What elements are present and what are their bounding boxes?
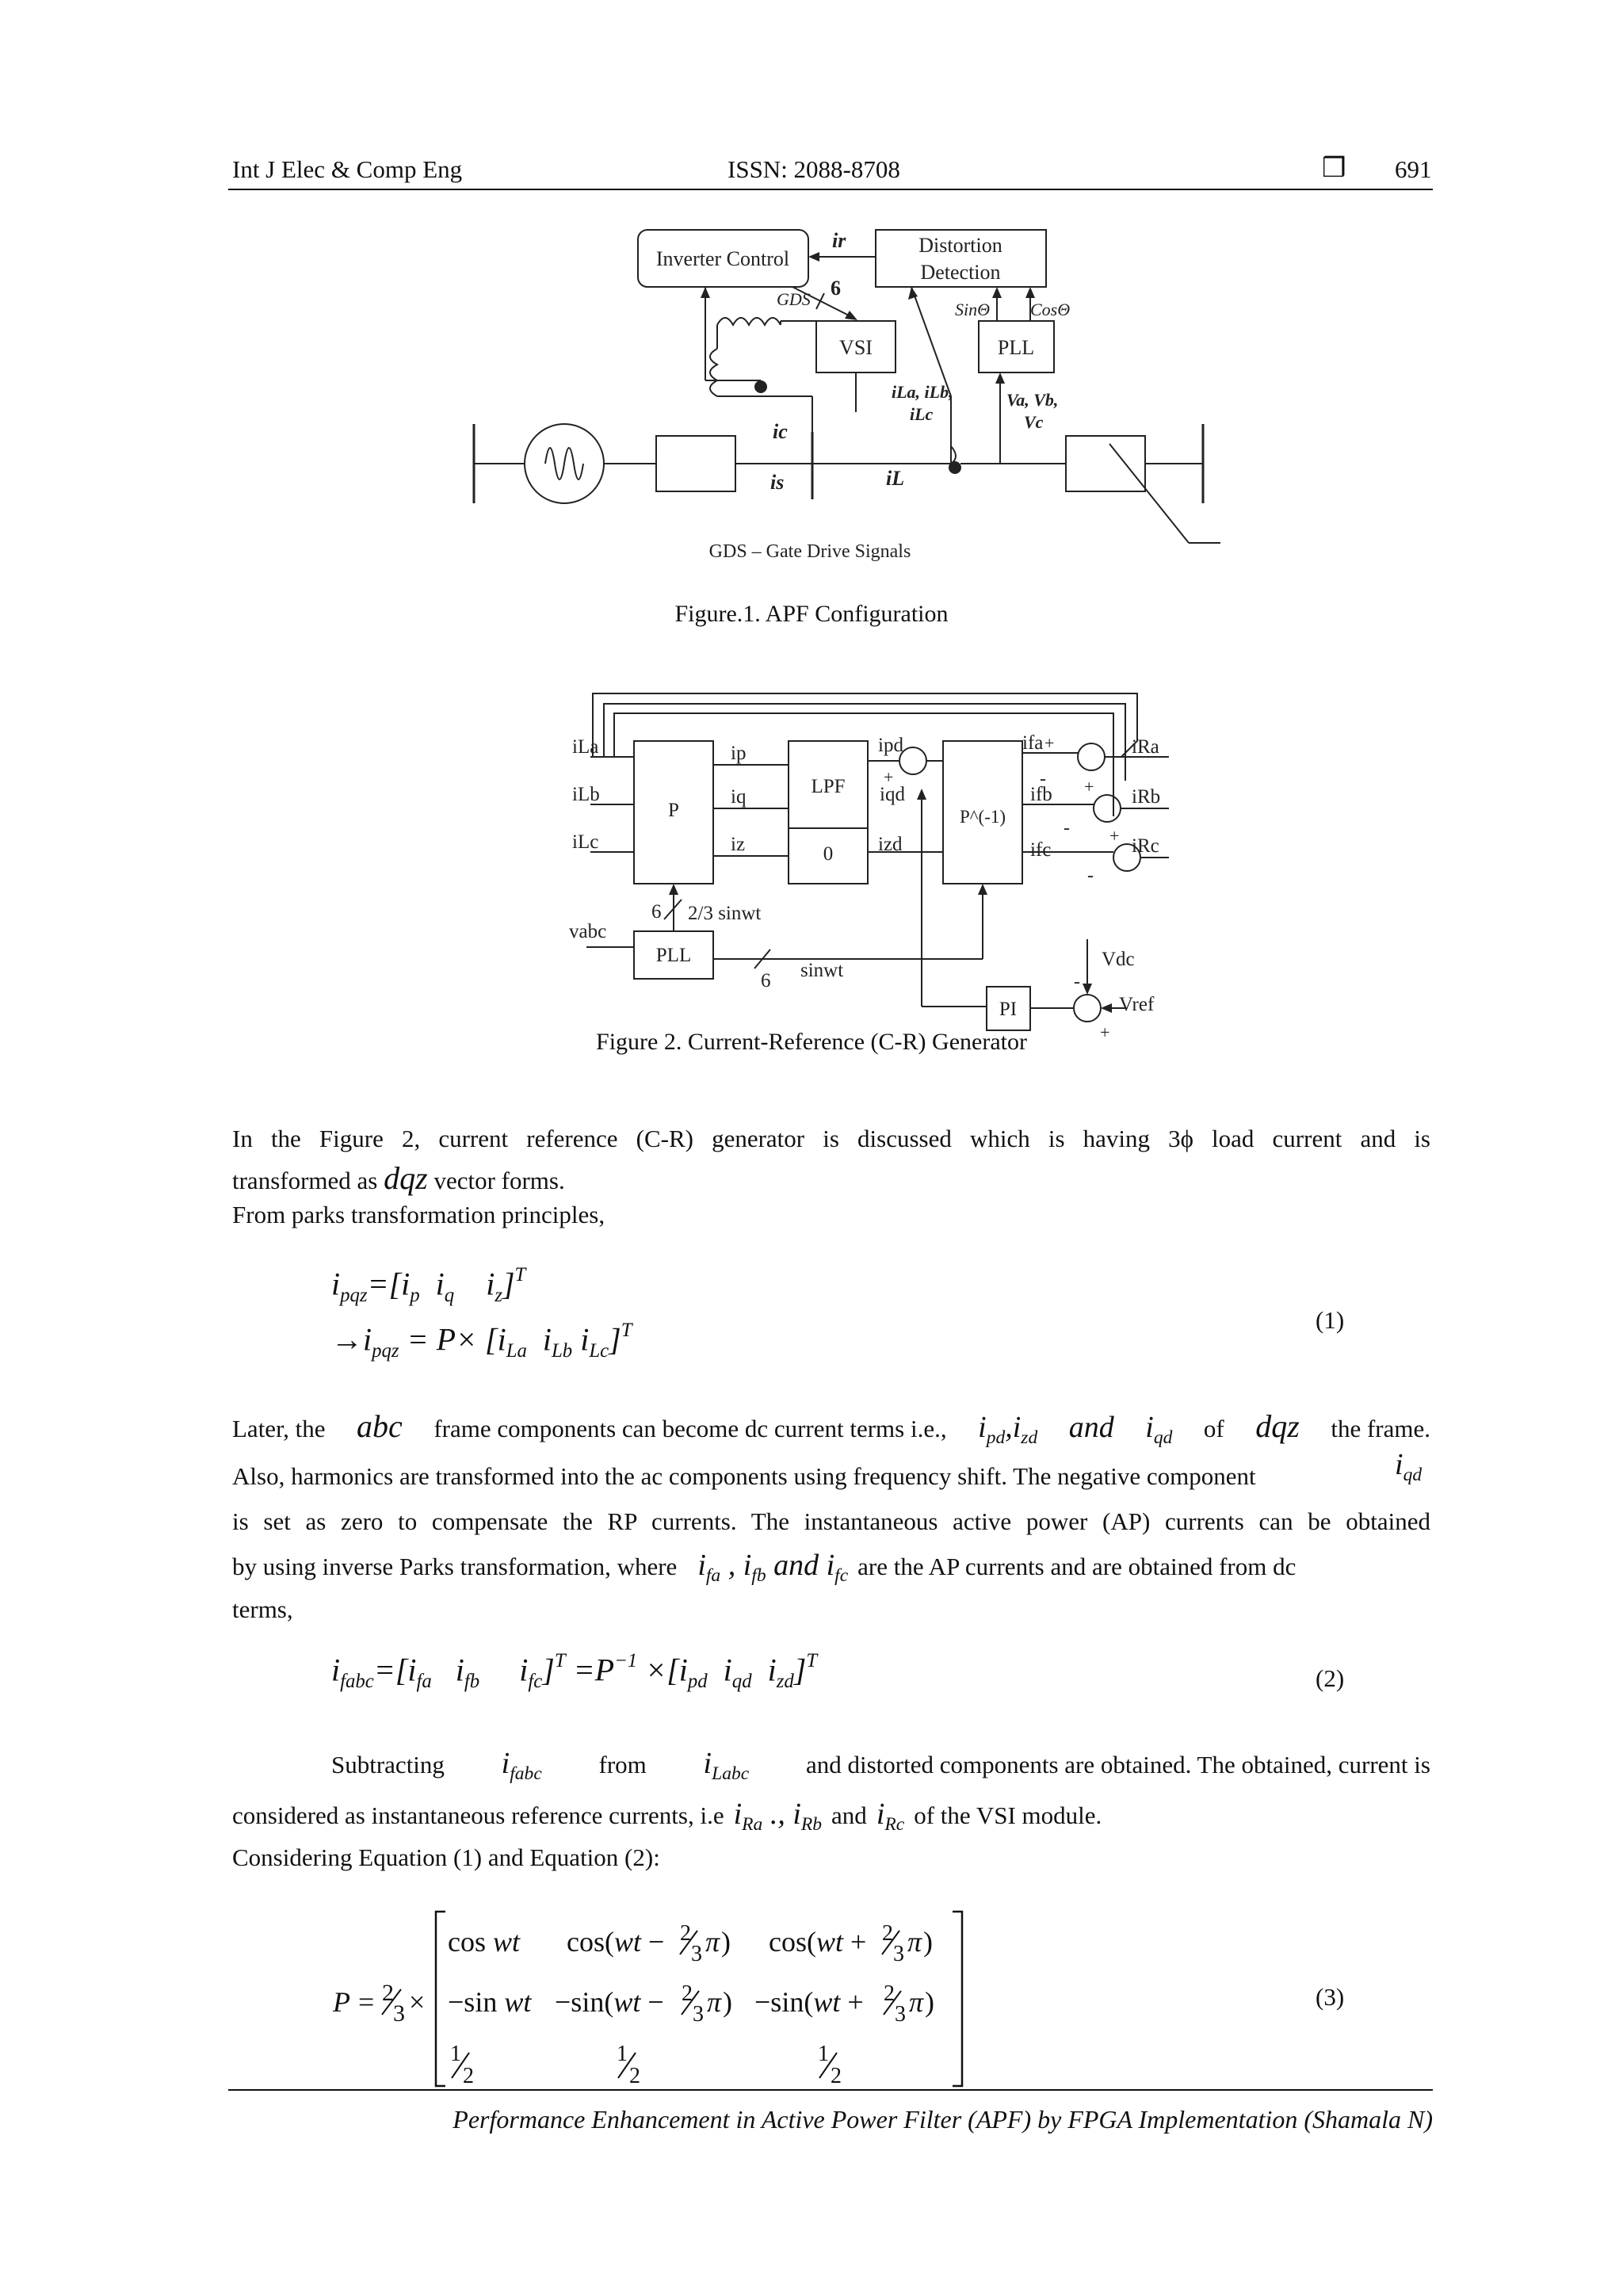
svg-text:3: 3 (893, 1942, 904, 1966)
distortion-label-1: Distortion (918, 234, 1002, 257)
svg-text:2: 2 (629, 2064, 640, 2088)
svg-text:π: π (907, 1926, 922, 1958)
ipd-summer (899, 747, 926, 774)
svg-text:π: π (707, 1986, 722, 2018)
svg-text:2: 2 (682, 1981, 693, 2006)
p3-and-word: and (1068, 1411, 1114, 1444)
gds-note: GDS – Gate Drive Signals (708, 541, 911, 562)
v-abc-label-2: Vc (1024, 412, 1044, 432)
svg-text:=: = (358, 1986, 375, 2018)
vabc-label: vabc (569, 921, 607, 942)
ir-label: ir (832, 229, 846, 252)
footer-text: Performance Enhancement in Active Power Filter (APF) by FPGA Implementation (Shamala N) (453, 2105, 1433, 2134)
iz-label: iz (731, 834, 746, 855)
p4-ifabc-math: $i_{fabc}$ (501, 1747, 542, 1785)
p1-dqz-math: dqz (384, 1160, 428, 1196)
irc-minus-sign: - (1087, 865, 1094, 886)
pi-label: PI (999, 999, 1018, 1020)
p3-text-b: frame components can become dc current terms i.e., (433, 1415, 947, 1442)
irc-output-label: iRc (1132, 835, 1159, 857)
p-block-label: P (668, 800, 679, 821)
figure-1-caption: Figure.1. APF Configuration (674, 601, 949, 627)
p-inverse-label: P^(-1) (959, 807, 1006, 827)
p3-iqd-math: $i_{qd}$ (1145, 1411, 1173, 1449)
svg-text:2: 2 (884, 1981, 895, 2006)
svg-text:1: 1 (450, 2042, 461, 2066)
svg-text:1: 1 (818, 2042, 829, 2066)
ila-input-label: iLa (572, 736, 599, 758)
p3-ifa-ifb-ifc-math: $i_{fa}$ , $i_{fb}$ and $i_{fc}$ (697, 1549, 849, 1587)
p1-text-a: transformed as (232, 1167, 378, 1194)
ira-summer (1078, 743, 1105, 770)
vdc-minus-sign: - (1074, 972, 1080, 992)
svg-text:3: 3 (393, 2000, 405, 2027)
journal-name: Int J Elec & Comp Eng (232, 155, 463, 183)
svg-text:2: 2 (463, 2064, 474, 2088)
header-rule (228, 189, 1433, 190)
ifc-label: ifc (1030, 839, 1052, 861)
p4-ilabc-math: $i_{Labc}$ (703, 1747, 750, 1785)
equation-1-number: (1) (1316, 1306, 1345, 1334)
equation-2: $i_{fabc}=[i_{fa}$ $i_{fb}$ $i_{fc}]^T =P^{-1} \times[i_{pd}$ $i_{qd}$ $i_{zd}]^T$ (331, 1650, 818, 1693)
svg-text:1: 1 (617, 2042, 628, 2066)
is-label: is (770, 471, 785, 494)
equation-3-number: (3) (1316, 1983, 1345, 2011)
p4-line2-text-c: of the VSI module. (914, 1801, 1102, 1829)
svg-text:cos(wt −: cos(wt − (567, 1926, 665, 1958)
sinwt-label: sinwt (800, 960, 844, 981)
il-label: iL (886, 467, 905, 490)
six-label-sinwt: 6 (761, 970, 771, 991)
cos-theta-label: CosΘ (1030, 300, 1071, 319)
ifa-label: ifa (1022, 732, 1044, 754)
il-abc-label-2: iLc (910, 404, 934, 424)
figure-2-caption: Figure 2. Current-Reference (C-R) Generator (596, 1029, 1027, 1055)
p3-line4-text-b: are the AP currents and are obtained from dc (857, 1553, 1296, 1580)
sinwt-23-label: 2/3 sinwt (688, 903, 762, 924)
v-abc-label-1: Va, Vb, (1006, 390, 1059, 410)
pll-label-fig2: PLL (655, 945, 692, 966)
vsi-label: VSI (839, 336, 873, 359)
figure-1-apf-configuration (0, 214, 1623, 563)
svg-text:−sin(wt −: −sin(wt − (555, 1986, 664, 2018)
svg-text:−sin wt: −sin wt (448, 1986, 532, 2018)
p4-text-a: Subtracting (331, 1751, 445, 1778)
p4-line2-text-a: considered as instantaneous reference currents, i.e (232, 1801, 724, 1829)
svg-text:3: 3 (895, 2002, 906, 2027)
svg-text:): ) (723, 1986, 732, 2018)
svg-text:−sin(wt +: −sin(wt + (754, 1986, 864, 2018)
p3-text-a: Later, the (232, 1415, 326, 1442)
izd-label: izd (878, 834, 903, 855)
ipd-label: ipd (878, 735, 903, 756)
p4-text-c: and distorted components are obtained. The obtained, current is (805, 1751, 1430, 1778)
pll-label-fig1: PLL (997, 336, 1035, 359)
p4-text-b: from (598, 1751, 647, 1778)
paragraph-4-line-1 (232, 1742, 1430, 1795)
sin-theta-label: SinΘ (955, 300, 990, 319)
equation-3-matrix (301, 1902, 1014, 2092)
p3-abc-math: abc (357, 1408, 403, 1444)
paragraph-5: Considering Equation (1) and Equation (2): (232, 1843, 660, 1871)
svg-text:): ) (721, 1926, 731, 1958)
svg-text:cos(wt +: cos(wt + (769, 1926, 867, 1958)
ira-minus-sign: - (1040, 769, 1046, 789)
ip-label: ip (731, 743, 747, 764)
vdc-label: Vdc (1102, 949, 1135, 970)
ifb-label: ifb (1030, 784, 1052, 805)
p3-of-word: of (1203, 1415, 1224, 1442)
irb-minus-sign: - (1064, 818, 1070, 839)
svg-text:3: 3 (691, 1942, 702, 1966)
p1-text-b: vector forms. (433, 1167, 565, 1194)
svg-text:3: 3 (693, 2002, 704, 2027)
equation-1-line-2: $\to i_{pqz} = P\times [i_{La}$ $i_{Lb}$ $i_{Lc}]^T$ (331, 1320, 632, 1362)
svg-text:π: π (909, 1986, 924, 2018)
paragraph-3-line-3: is set as zero to compensate the RP currents. The instantaneous active power (AP) currents can be obtained (232, 1507, 1430, 1535)
p4-line2-and: and (831, 1801, 867, 1829)
zero-label: 0 (823, 843, 834, 865)
paragraph-3-line-5: terms, (232, 1595, 293, 1623)
irc-plus-sign: + (1109, 826, 1120, 846)
p3-and-word-2: and (773, 1549, 819, 1582)
six-label-fig1: 6 (831, 277, 841, 300)
issn: ISSN: 2088-8708 (727, 155, 900, 183)
distortion-label-2: Detection (920, 261, 1001, 284)
iqd-label: iqd (880, 784, 905, 805)
irb-plus-sign: + (1084, 777, 1094, 797)
svg-text:2: 2 (831, 2064, 842, 2088)
p4-ira-irb-math: $i_{Ra}$ ., $i_{Rb}$ (733, 1797, 823, 1836)
svg-text:): ) (925, 1986, 934, 2018)
svg-text:×: × (409, 1986, 426, 2018)
p4-irc-math: $i_{Rc}$ (876, 1797, 905, 1836)
box-icon: ❒ (1322, 154, 1346, 183)
p3-iqd-inline: $i_{qd}$ (1395, 1448, 1423, 1486)
paragraph-3-line-2 (232, 1455, 1397, 1498)
ilb-input-label: iLb (572, 784, 600, 805)
load-box (1066, 436, 1145, 491)
equation-1-line-1: $i_{pqz}=[i_p$ $i_q$ $i_z]^T$ (331, 1264, 526, 1307)
paragraph-3-line-1 (232, 1405, 1430, 1459)
equation-2-number: (2) (1316, 1664, 1345, 1692)
svg-text:2: 2 (382, 1980, 394, 2006)
svg-text:π: π (705, 1926, 720, 1958)
page-number: 691 (1395, 155, 1432, 183)
lpf-label: LPF (811, 776, 846, 797)
ira-output-label: iRa (1132, 736, 1159, 758)
ilc-input-label: iLc (572, 831, 599, 853)
svg-text:cos wt: cos wt (448, 1926, 521, 1958)
vref-label: Vref (1119, 994, 1155, 1015)
irb-output-label: iRb (1132, 786, 1161, 808)
il-abc-label-1: iLa, iLb, (892, 382, 953, 402)
p3-text-c: the frame. (1331, 1415, 1430, 1442)
footer-rule (228, 2089, 1433, 2091)
ira-plus-sign: + (1044, 733, 1055, 753)
p3-dqz-math: dqz (1255, 1408, 1300, 1444)
svg-text:): ) (923, 1926, 933, 1958)
iq-label: iq (731, 786, 747, 808)
p3-line4-text-a: by using inverse Parks transformation, where (232, 1553, 678, 1580)
p3-line2-text: Also, harmonics are transformed into the ac components using frequency shift. The negative component (232, 1462, 1256, 1490)
source-impedance-box (656, 436, 735, 491)
ic-label: ic (773, 420, 788, 443)
paragraph-2: From parks transformation principles, (232, 1201, 605, 1228)
svg-text:2: 2 (882, 1921, 893, 1946)
inverter-control-label: Inverter Control (655, 247, 790, 270)
gds-label: GDS (777, 289, 811, 309)
svg-text:2: 2 (680, 1921, 691, 1946)
p3-ipd-izd-math: $i_{pd},i_{zd}$ (978, 1411, 1038, 1449)
vref-plus-sign: + (1100, 1022, 1110, 1042)
paragraph-1-line-1: In the Figure 2, current reference (C-R) generator is discussed which is having 3ϕ load current and is (232, 1125, 1430, 1152)
ipd-plus-sign: + (884, 767, 894, 787)
irb-summer (1094, 795, 1121, 822)
vdc-summer (1074, 995, 1101, 1022)
svg-text:P: P (333, 1986, 350, 2018)
six-label-pll: 6 (651, 901, 662, 923)
